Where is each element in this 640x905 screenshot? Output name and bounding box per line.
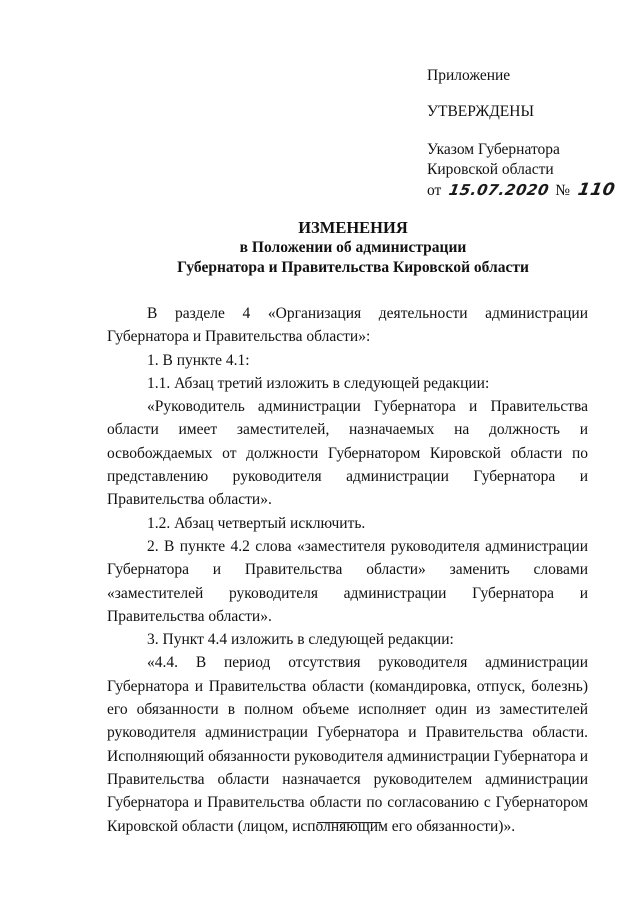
approval-block	[427, 66, 627, 201]
date-prefix: от	[427, 182, 442, 199]
paragraph-item-1-1-text: «Руководитель администрации Губернатора и Правительства области имеет заместителей, назначаемых на должность и освобождаемых от должности Губернатором Кировской области по представлению руководителя администрации Губернатора и Правительства области».	[107, 398, 588, 509]
paragraph-section-intro: В разделе 4 «Организация деятельности администрации Губернатора и Правительства области»:	[107, 305, 588, 346]
handwritten-number: 110	[576, 180, 617, 200]
document-body	[107, 302, 588, 838]
decree-date-number-line	[427, 180, 627, 201]
document-heading	[108, 218, 598, 278]
paragraph-item-3-text: «4.4. В период отсутствия руководителя администрации Губернатора и Правительства области (командировка, отпуск, болезнь) его обязанности в полном объеме исполняет один из заместителей руководителя администрации Губернатора и Правительства области. Исполняющий обязанности руководителя администрации Губернатора и Правительства области назначается руководителем администрации Губернатора и Правительства области по согласованию с Губернатором Кировской области (лицом, исполняющим его обязанности)».	[107, 654, 588, 835]
paragraph-item-1-1: 1.1. Абзац третий изложить в следующей редакции:	[147, 374, 490, 392]
decree-line-1: Указом Губернатора	[427, 141, 560, 158]
document-subtitle-line-1: в Положении об администрации	[239, 239, 467, 256]
number-prefix: №	[555, 182, 571, 199]
paragraph-item-2: 2. В пункте 4.2 слова «заместителя руководителя администрации Губернатора и Правительства области» заменить словами «заместителей руководителя администрации Губернатора и Правительства области».	[107, 537, 588, 625]
handwritten-date: 15.07.2020	[447, 181, 551, 199]
document-title: ИЗМЕНЕНИЯ	[298, 218, 408, 237]
paragraph-item-3: 3. Пункт 4.4 изложить в следующей редакции:	[147, 631, 454, 649]
appendix-label: Приложение	[427, 67, 511, 84]
paragraph-item-1-2: 1.2. Абзац четвертый исключить.	[147, 514, 366, 532]
document-subtitle-line-2: Губернатора и Правительства Кировской области	[177, 259, 529, 276]
decree-line-2: Кировской области	[427, 161, 554, 178]
approved-label: УТВЕРЖДЕНЫ	[427, 103, 534, 120]
closing-divider	[317, 822, 381, 823]
paragraph-item-1: 1. В пункте 4.1:	[147, 351, 250, 369]
